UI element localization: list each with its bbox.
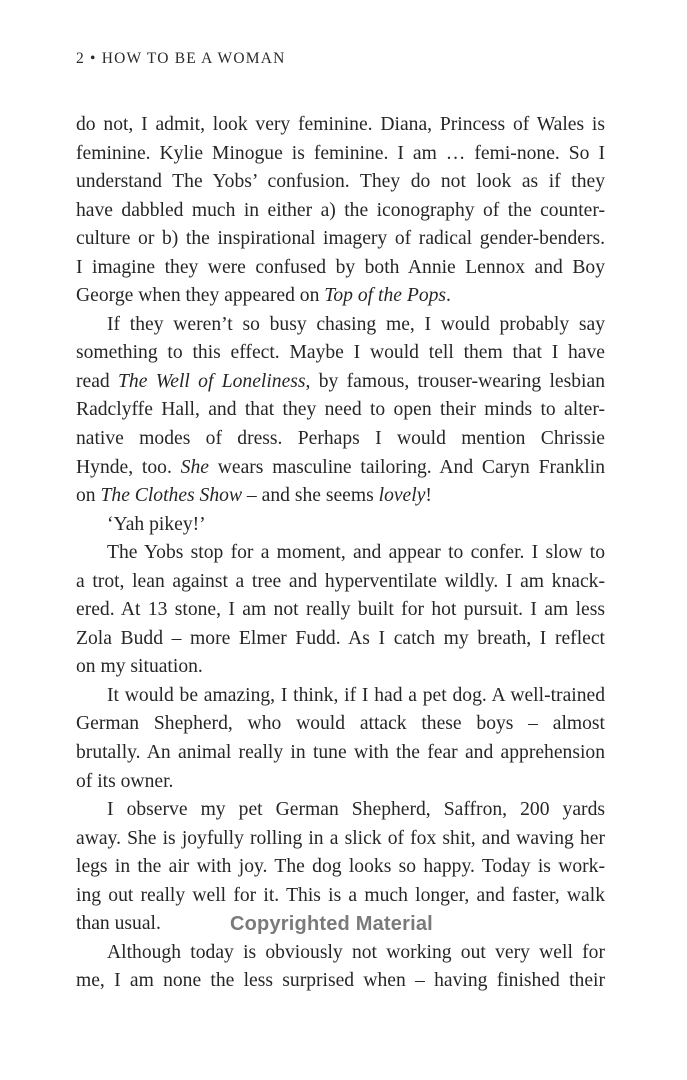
text-line (76, 482, 605, 511)
text-line: It would be amazing, I think, if I had a pet dog. A well-trained (107, 684, 605, 706)
italic-title: The Clothes Show (100, 485, 243, 507)
text-line: ‘Yah pikey!’ (107, 513, 206, 535)
text-line: Although today is obviously not working out very well for (107, 941, 605, 963)
text-line: a trot, lean against a tree and hyperventilate wildly. I am knack- (76, 570, 605, 592)
text-line: native modes of dress. Perhaps I would mention Chrissie (76, 428, 605, 450)
text-line: on my situation. (76, 656, 203, 678)
text-line: I observe my pet German Shepherd, Saffron, 200 yards (107, 799, 605, 821)
text-line: of its owner. (76, 770, 174, 792)
text-line: do not, I admit, look very feminine. Diana, Princess of Wales is (76, 114, 605, 135)
body-text (76, 111, 605, 996)
text-line: brutally. An animal really in tune with the fear and apprehension (76, 742, 605, 764)
text-line (76, 910, 605, 939)
text-line: understand The Yobs’ confusion. They do not look as if they (76, 171, 605, 193)
text-line: have dabbled much in either a) the iconography of the counter- (76, 199, 605, 221)
italic-title: Top of the Pops (324, 285, 447, 307)
text-run: than usual. (76, 913, 161, 935)
text-line: something to this effect. Maybe I would tell them that I have (76, 342, 605, 364)
text-run: on (76, 485, 101, 507)
text-run: Hynde, too. (76, 456, 181, 478)
text-run: George when they appeared on (76, 285, 325, 307)
text-line: ered. At 13 stone, I am not really built for hot pursuit. I am less (76, 599, 605, 621)
text-line: Radclyffe Hall, and that they need to open their minds to alter- (76, 399, 605, 421)
text-run: read (76, 370, 119, 392)
text-run: ! (425, 485, 432, 507)
text-line: If they weren’t so busy chasing me, I would probably say (107, 313, 605, 335)
text-run: – and she seems (242, 485, 379, 507)
text-run: wears masculine tailoring. And Caryn Franklin (208, 456, 605, 478)
text-line: culture or b) the inspirational imagery of radical gender-benders. (76, 228, 605, 250)
italic-title: The Well of Loneliness (118, 370, 306, 392)
italic-emphasis: She (180, 456, 209, 478)
text-run: . (446, 285, 451, 307)
text-line (76, 454, 605, 483)
text-line (76, 282, 605, 311)
italic-emphasis: lovely (378, 485, 426, 507)
text-line: Zola Budd – more Elmer Fudd. As I catch my breath, I reflect (76, 627, 605, 649)
text-line: feminine. Kylie Minogue is feminine. I am … femi-none. So I (76, 142, 605, 164)
copyright-watermark: Copyrighted Material (230, 913, 433, 936)
page-number: 2 (76, 50, 85, 67)
text-line (76, 368, 605, 397)
text-line: ing out really well for it. This is a much longer, and faster, walk (76, 884, 605, 906)
separator-bullet: • (90, 50, 97, 67)
text-line: away. She is joyfully rolling in a slick of fox shit, and waving her (76, 827, 605, 849)
book-title: HOW TO BE A WOMAN (101, 50, 286, 67)
text-run: , by famous, trouser-wearing lesbian (305, 370, 605, 392)
text-line: I imagine they were confused by both Annie Lennox and Boy (76, 256, 605, 278)
running-head (76, 50, 286, 68)
text-line: me, I am none the less surprised when – having finished their (76, 970, 605, 992)
text-line: The Yobs stop for a moment, and appear to confer. I slow to (107, 542, 605, 564)
text-line: legs in the air with joy. The dog looks so happy. Today is work- (76, 856, 605, 878)
text-line: German Shepherd, who would attack these boys – almost (76, 713, 605, 735)
